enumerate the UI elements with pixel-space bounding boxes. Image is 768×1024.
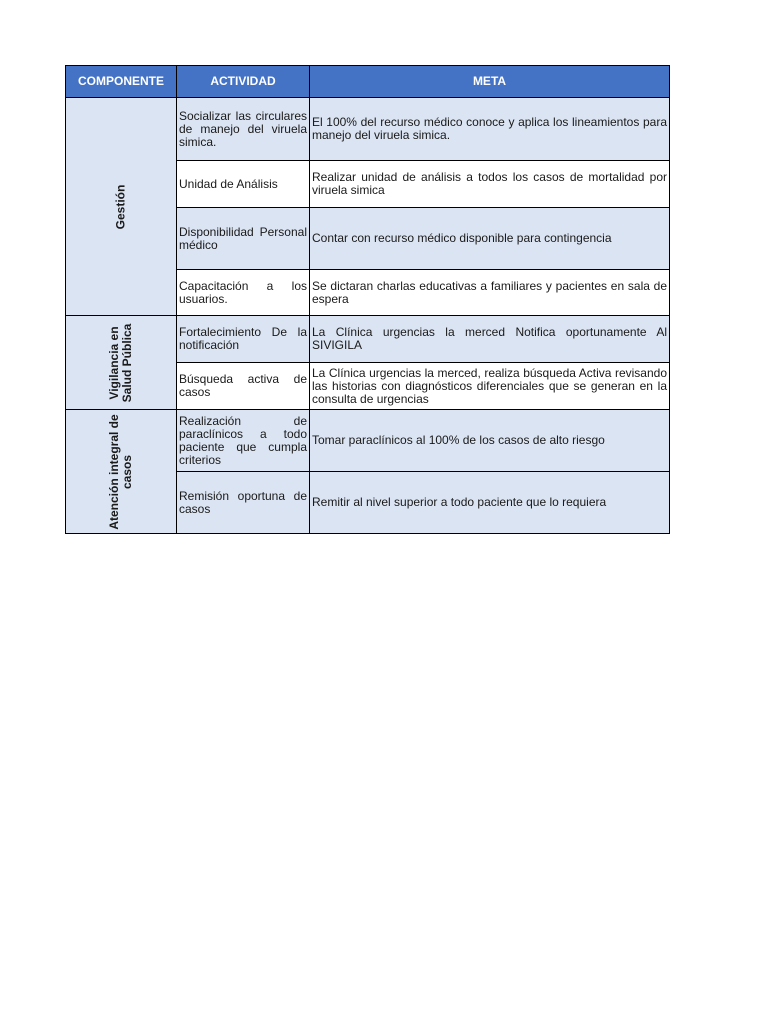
component-cell-gestion [66,98,177,316]
plan-table [65,65,670,534]
meta-cell: Contar con recurso médico disponible para contingencia [310,208,670,270]
actividad-cell: Remisión oportuna de casos [177,472,310,534]
component-label-line: casos [120,454,134,489]
table-row [66,98,670,161]
header-meta: META [310,66,670,98]
meta-cell: Se dictaran charlas educativas a familiares y pacientes en sala de espera [310,270,670,316]
actividad-cell: Capacitación a los usuarios. [177,270,310,316]
header-componente: COMPONENTE [66,66,177,98]
component-label [108,323,134,402]
component-label-line: Gestión [113,184,128,229]
meta-cell: Remitir al nivel superior a todo paciente que lo requiera [310,472,670,534]
header-actividad: ACTIVIDAD [177,66,310,98]
component-label [108,414,134,529]
actividad-cell: Realización de paraclínicos a todo paciente que cumpla criterios [177,410,310,472]
table-row [66,410,670,472]
component-label [115,184,128,229]
actividad-cell: Disponibilidad Personal médico [177,208,310,270]
header-row [66,66,670,98]
actividad-cell: Socializar las circulares de manejo del viruela simica. [177,98,310,161]
actividad-cell: Unidad de Análisis [177,161,310,208]
meta-cell: El 100% del recurso médico conoce y aplica los lineamientos para manejo del viruela simica. [310,98,670,161]
actividad-cell: Fortalecimiento De la notificación [177,316,310,363]
meta-cell: Tomar paraclínicos al 100% de los casos de alto riesgo [310,410,670,472]
component-label-line: Atención integral de [107,413,121,530]
meta-cell: La Clínica urgencias la merced Notifica oportunamente Al SIVIGILA [310,316,670,363]
component-label-line: Vigilancia en [107,325,121,400]
actividad-cell: Búsqueda activa de casos [177,363,310,410]
meta-cell: La Clínica urgencias la merced, realiza búsqueda Activa revisando las historias con diagnósticos diferenciales que se generan en la consulta de urgencias [310,363,670,410]
meta-cell: Realizar unidad de análisis a todos los casos de mortalidad por viruela simica [310,161,670,208]
component-label-line: Salud Pública [120,323,134,402]
component-cell-vigilancia [66,316,177,410]
component-cell-atencion [66,410,177,534]
table-row [66,316,670,363]
